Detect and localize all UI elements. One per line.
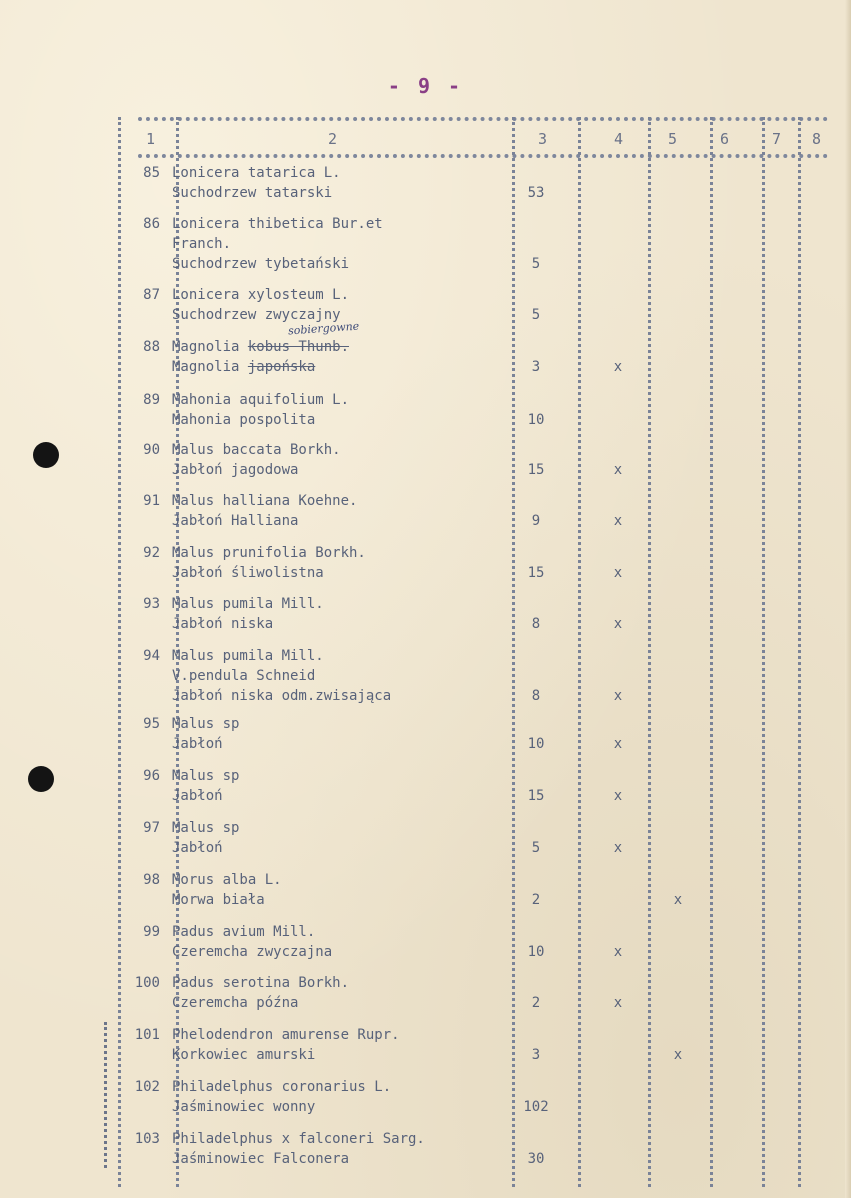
column-4-mark: x <box>613 462 623 478</box>
polish-name: Mahonia pospolita <box>172 412 316 428</box>
latin-name: Padus serotina Borkh. <box>172 975 350 991</box>
entry-number: 85 <box>143 165 160 181</box>
column-divider <box>512 117 515 1187</box>
column-header-4: 4 <box>614 130 624 148</box>
column-divider <box>648 117 651 1187</box>
quantity: 8 <box>531 688 541 704</box>
quantity: 5 <box>531 840 541 856</box>
entry-number: 101 <box>134 1027 160 1043</box>
polish-name: Czeremcha późna <box>172 995 299 1011</box>
polish-name: Jabłoń <box>172 788 223 804</box>
handwritten-note: sobiergowne <box>287 319 360 338</box>
column-divider <box>798 117 801 1187</box>
quantity: 10 <box>527 412 545 428</box>
quantity: 15 <box>527 788 545 804</box>
latin-name: Padus avium Mill. <box>172 924 316 940</box>
entry-number: 102 <box>134 1079 160 1095</box>
column-4-mark: x <box>613 736 623 752</box>
quantity: 30 <box>527 1151 545 1167</box>
column-header-8: 8 <box>812 130 822 148</box>
column-4-mark: x <box>613 513 623 529</box>
polish-name: Jabłoń niska odm.zwisająca <box>172 688 392 704</box>
latin-name: Magnolia kobus Thunb. <box>172 339 350 355</box>
entry-number: 99 <box>143 924 160 940</box>
quantity: 2 <box>531 995 541 1011</box>
entry-number: 95 <box>143 716 160 732</box>
quantity: 3 <box>531 359 541 375</box>
entry-number: 88 <box>143 339 160 355</box>
entry-number: 94 <box>143 648 160 664</box>
latin-name: Malus prunifolia Borkh. <box>172 545 366 561</box>
column-divider <box>118 117 121 1187</box>
latin-name: Lonicera thibetica Bur.et <box>172 216 383 232</box>
latin-name: Morus alba L. <box>172 872 282 888</box>
punch-hole <box>33 442 59 468</box>
entry-number: 90 <box>143 442 160 458</box>
latin-name: Malus sp <box>172 716 240 732</box>
quantity: 3 <box>531 1047 541 1063</box>
page-edge <box>845 0 851 1198</box>
latin-name: Franch. <box>172 236 232 252</box>
column-header-1: 1 <box>146 130 156 148</box>
entry-number: 97 <box>143 820 160 836</box>
latin-name: Malus halliana Koehne. <box>172 493 358 509</box>
latin-name: Malus sp <box>172 768 240 784</box>
entry-number: 93 <box>143 596 160 612</box>
entry-number: 92 <box>143 545 160 561</box>
polish-name: Suchodrzew tybetański <box>172 256 350 272</box>
quantity: 9 <box>531 513 541 529</box>
polish-name: Jabłoń <box>172 840 223 856</box>
column-4-mark: x <box>613 616 623 632</box>
polish-name: Morwa biała <box>172 892 265 908</box>
latin-name: Malus baccata Borkh. <box>172 442 341 458</box>
entry-number: 98 <box>143 872 160 888</box>
polish-name: Czeremcha zwyczajna <box>172 944 333 960</box>
polish-name: Suchodrzew tatarski <box>172 185 333 201</box>
latin-name: Lonicera tatarica L. <box>172 165 341 181</box>
polish-name: Jaśminowiec Falconera <box>172 1151 350 1167</box>
latin-name: Mahonia aquifolium L. <box>172 392 350 408</box>
entry-number: 100 <box>134 975 160 991</box>
quantity: 5 <box>531 256 541 272</box>
quantity: 15 <box>527 565 545 581</box>
column-5-mark: x <box>673 1047 683 1063</box>
column-header-5: 5 <box>668 130 678 148</box>
polish-name: Suchodrzew zwyczajny <box>172 307 341 323</box>
header-bottom-rule <box>138 154 828 158</box>
polish-name: Korkowiec amurski <box>172 1047 316 1063</box>
entry-number: 91 <box>143 493 160 509</box>
quantity: 15 <box>527 462 545 478</box>
column-4-mark: x <box>613 840 623 856</box>
entry-number: 103 <box>134 1131 160 1147</box>
quantity: 2 <box>531 892 541 908</box>
column-header-7: 7 <box>772 130 782 148</box>
polish-name: Jabłoń jagodowa <box>172 462 299 478</box>
latin-name: Lonicera xylosteum L. <box>172 287 350 303</box>
polish-name: Jabłoń niska <box>172 616 274 632</box>
quantity: 10 <box>527 944 545 960</box>
quantity: 53 <box>527 185 545 201</box>
polish-name: Magnolia japońska <box>172 359 316 375</box>
polish-name: Jaśminowiec wonny <box>172 1099 316 1115</box>
margin-mark <box>104 1022 107 1168</box>
entry-number: 86 <box>143 216 160 232</box>
quantity: 102 <box>523 1099 549 1115</box>
quantity: 5 <box>531 307 541 323</box>
entry-number: 89 <box>143 392 160 408</box>
polish-name: Jabłoń <box>172 736 223 752</box>
latin-name: Malus pumila Mill. <box>172 596 324 612</box>
latin-name: Malus pumila Mill. <box>172 648 324 664</box>
column-divider <box>578 117 581 1187</box>
column-header-6: 6 <box>720 130 730 148</box>
column-header-3: 3 <box>538 130 548 148</box>
header-top-rule <box>138 117 828 121</box>
quantity: 10 <box>527 736 545 752</box>
polish-name: Jabłoń śliwolistna <box>172 565 324 581</box>
entry-number: 96 <box>143 768 160 784</box>
page-number: - 9 - <box>387 74 464 98</box>
entry-number: 87 <box>143 287 160 303</box>
latin-name: Philadelphus x falconeri Sarg. <box>172 1131 425 1147</box>
punch-hole <box>28 766 54 792</box>
quantity: 8 <box>531 616 541 632</box>
latin-name: Phelodendron amurense Rupr. <box>172 1027 400 1043</box>
column-4-mark: x <box>613 565 623 581</box>
latin-name: Philadelphus coronarius L. <box>172 1079 392 1095</box>
column-4-mark: x <box>613 944 623 960</box>
column-divider <box>710 117 713 1187</box>
column-5-mark: x <box>673 892 683 908</box>
polish-name: Jabłoń Halliana <box>172 513 299 529</box>
column-header-2: 2 <box>328 130 338 148</box>
column-4-mark: x <box>613 359 623 375</box>
latin-name: Malus sp <box>172 820 240 836</box>
column-4-mark: x <box>613 688 623 704</box>
latin-name: V.pendula Schneid <box>172 668 316 684</box>
column-divider <box>762 117 765 1187</box>
column-4-mark: x <box>613 788 623 804</box>
column-4-mark: x <box>613 995 623 1011</box>
